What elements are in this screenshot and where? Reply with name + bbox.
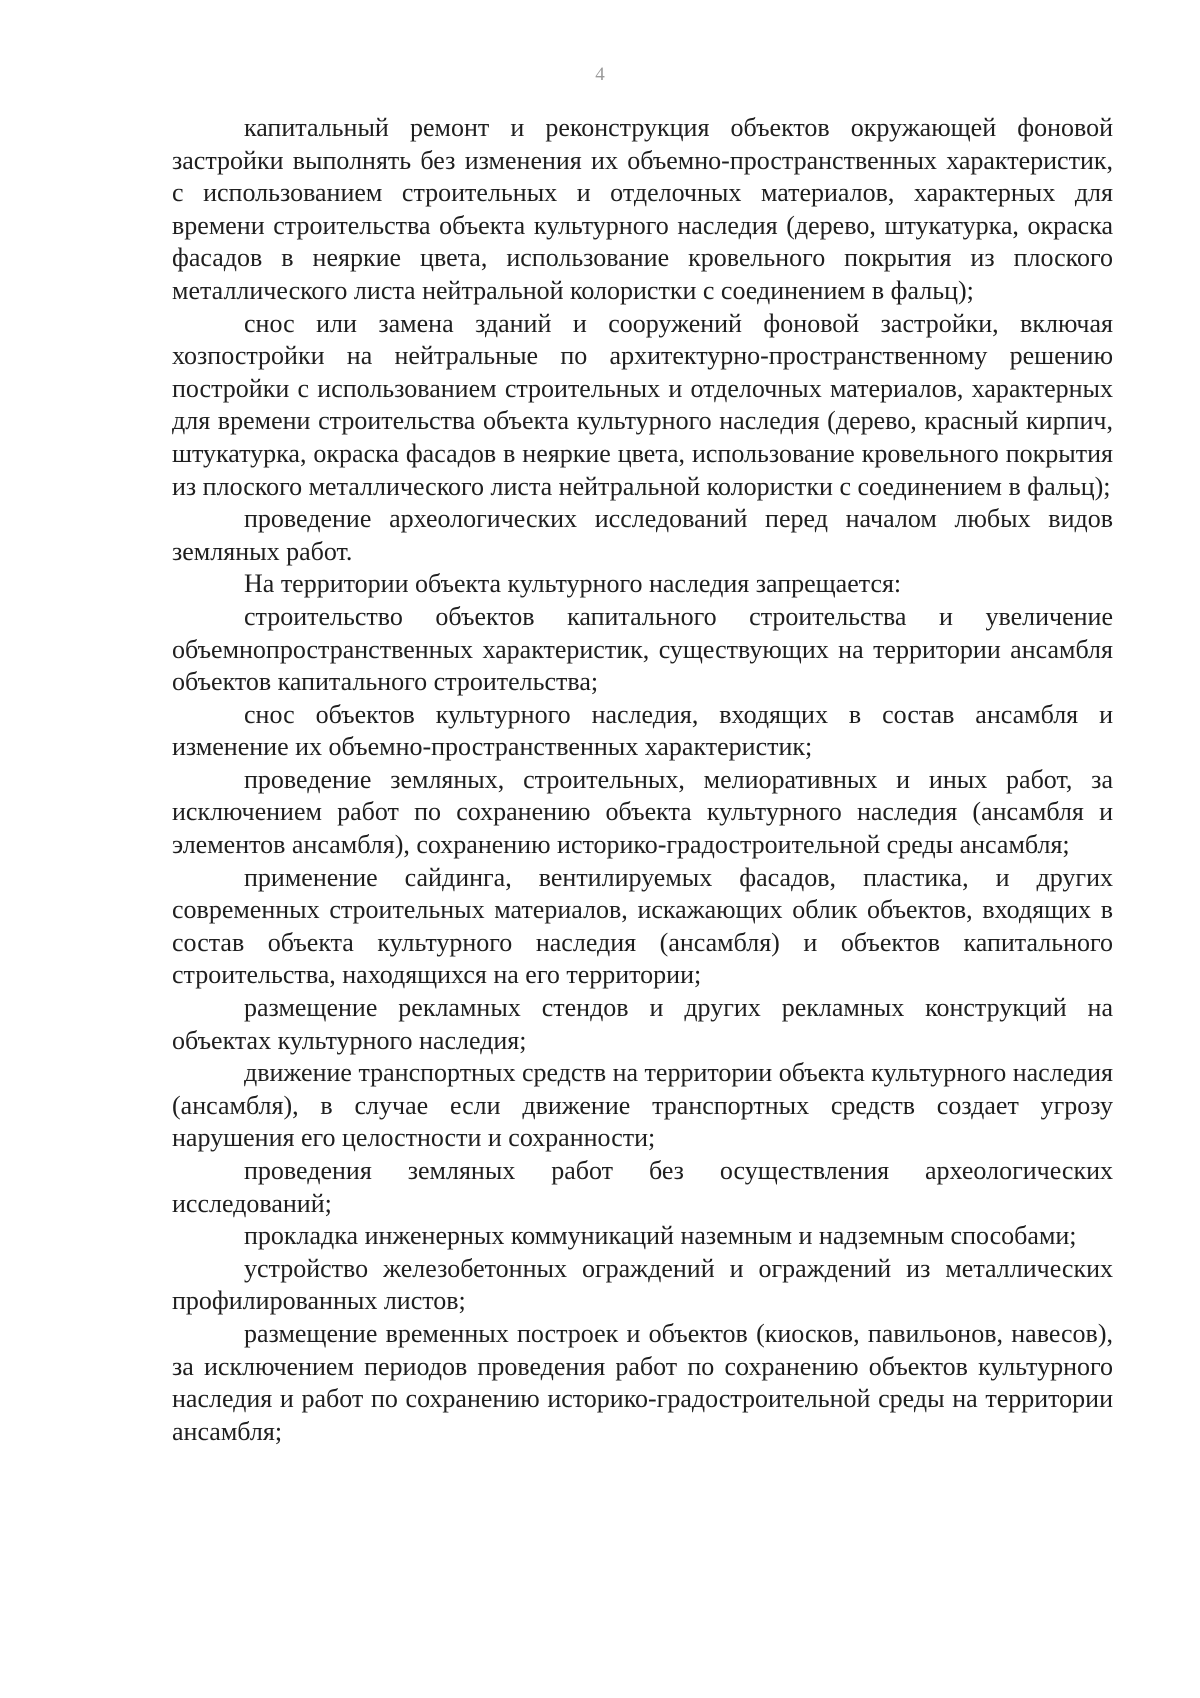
paragraph-fences: устройство железобетонных ограждений и ограждений из металлических профилированных листов; [172, 1253, 1113, 1316]
document-body [172, 112, 1113, 1448]
paragraph-demolition-replacement: снос или замена зданий и сооружений фоновой застройки, включая хозпостройки на нейтральные по архитектурно-пространственному решению постройки с использованием строительных и отделочных материалов, характерных для времени строительства объекта культурного наследия (дерево, красный кирпич, штукатурка, окраска фасадов в неяркие цвета, использование кровельного покрытия из плоского металлического листа нейтральной колористки с соединением в фальц); [172, 308, 1113, 501]
paragraph-earthworks-without-research: проведения земляных работ без осуществления археологических исследований; [172, 1156, 1113, 1218]
paragraph-prohibitions-heading: На территории объекта культурного наследия запрещается: [244, 569, 902, 599]
paragraph-advertising: размещение рекламных стендов и других рекламных конструкций на объектах культурного наследия; [172, 993, 1113, 1055]
paragraph-construction-prohibition: строительство объектов капитального строительства и увеличение объемнопространственных характеристик, существующих на территории ансамбля объектов капитального строительства; [172, 601, 1113, 697]
paragraph-archaeological-research: проведение археологических исследований перед началом любых видов земляных работ. [172, 504, 1113, 566]
page-number: 4 [595, 64, 605, 85]
paragraph-earthworks: проведение земляных, строительных, мелиоративных и иных работ, за исключением работ по сохранению объекта культурного наследия (ансамбля и элементов ансамбля), сохранению историко-градостроительной среды ансамбля; [172, 764, 1113, 860]
paragraph-heritage-demolition: снос объектов культурного наследия, входящих в состав ансамбля и изменение их объемно-пространственных характеристик; [172, 699, 1113, 762]
paragraph-vehicle-traffic: движение транспортных средств на территории объекта культурного наследия (ансамбля), в случае если движение транспортных средств создает угрозу нарушения его целостности и сохранности; [172, 1058, 1113, 1153]
paragraph-utilities: прокладка инженерных коммуникаций наземным и надземным способами; [244, 1221, 1077, 1251]
paragraph-temporary-structures: размещение временных построек и объектов (киосков, павильонов, навесов), за исключением периодов проведения работ по сохранению объектов культурного наследия и работ по сохранению историко-градостроительной среды на территории ансамбля; [172, 1318, 1113, 1446]
paragraph-siding-materials: применение сайдинга, вентилируемых фасадов, пластика, и других современных строительных материалов, искажающих облик объектов, входящих в состав объекта культурного наследия (ансамбля) и объектов капитального строительства, находящихся на его территории; [172, 862, 1113, 990]
paragraph-capital-repair: капитальный ремонт и реконструкция объектов окружающей фоновой застройки выполнять без изменения их объемно-пространственных характеристик, с использованием строительных и отделочных материалов, характерных для времени строительства объекта культурного наследия (дерево, штукатурка, окраска фасадов в неяркие цвета, использование кровельного покрытия из плоского металлического листа нейтральной колористки с соединением в фальц); [172, 113, 1113, 305]
